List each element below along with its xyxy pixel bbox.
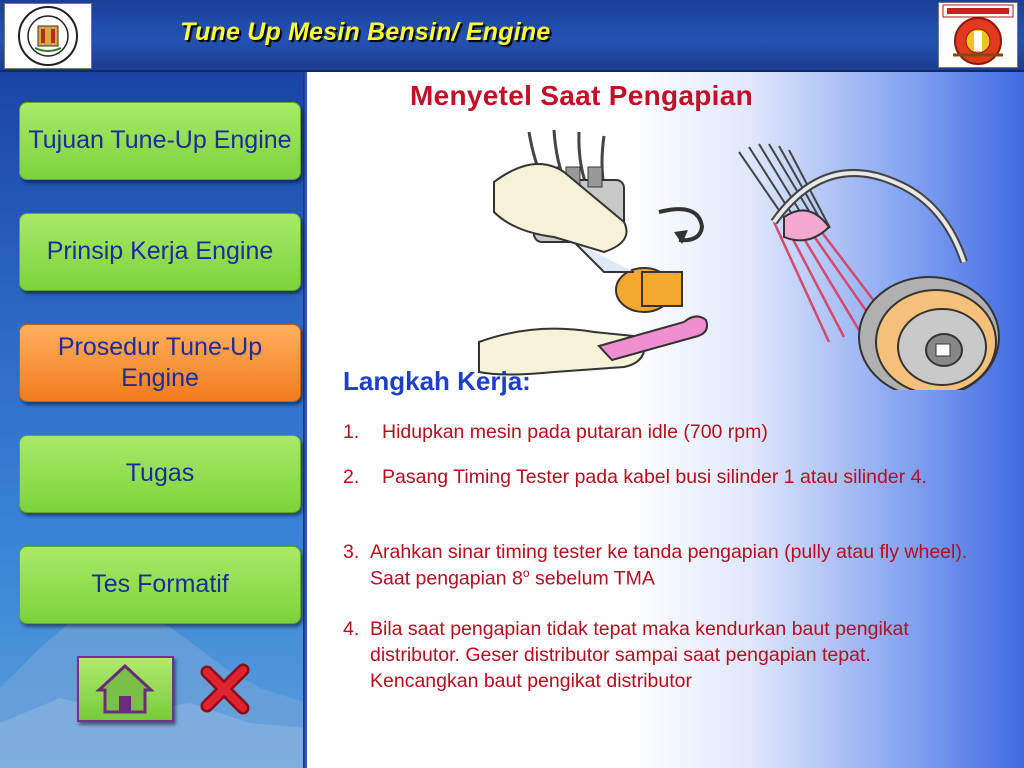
sidebar-item-label: Tujuan Tune-Up Engine xyxy=(28,126,292,155)
step-text: Bila saat pengapian tidak tepat maka kendurkan baut pengikat distributor. Geser distributor sampai saat pengapian tepat. Kencangkan baut pengikat distributor xyxy=(370,618,909,692)
house-icon xyxy=(79,658,172,720)
step-item-2 xyxy=(343,465,988,491)
section-subtitle: Menyetel Saat Pengapian xyxy=(410,80,754,111)
mountain-background xyxy=(0,498,307,768)
step-item-3 xyxy=(343,540,983,592)
page-title: Tune Up Mesin Bensin/ Engine xyxy=(180,18,551,46)
degree-superscript: o xyxy=(522,565,530,580)
sidebar-item-tujuan-tune-up[interactable] xyxy=(19,102,301,180)
step-item-4 xyxy=(343,617,983,695)
step-text: Arahkan sinar timing tester ke tanda pengapian (pully atau fly wheel). Saat pengapian 8 xyxy=(370,541,968,590)
step-text: Hidupkan mesin pada putaran idle (700 rpm) xyxy=(382,421,768,443)
close-button[interactable] xyxy=(197,660,255,718)
step-text-suffix: sebelum TMA xyxy=(529,567,655,590)
school-foundation-logo xyxy=(4,3,92,69)
sidebar-item-label: Prosedur Tune-Up Engine xyxy=(57,332,263,392)
sidebar-item-label: Prinsip Kerja Engine xyxy=(46,237,274,266)
step-number: 1. xyxy=(343,421,360,443)
step-item-1 xyxy=(343,420,983,446)
step-number: 3. xyxy=(343,541,360,563)
sidebar-item-label: Tugas xyxy=(125,459,195,488)
smk-setia-budhi-logo xyxy=(938,2,1018,68)
step-number: 4. xyxy=(343,618,360,640)
sidebar-item-tugas[interactable] xyxy=(19,435,301,513)
sidebar-item-prinsip-kerja[interactable] xyxy=(19,213,301,291)
step-text: Pasang Timing Tester pada kabel busi silinder 1 atau silinder 4. xyxy=(382,466,927,488)
sidebar-item-label: Tes Formatif xyxy=(91,570,229,599)
header-bar xyxy=(0,0,1024,72)
steps-heading: Langkah Kerja: xyxy=(343,366,531,396)
sidebar-item-prosedur-tune-up[interactable] xyxy=(19,324,301,402)
pulley-icon xyxy=(774,173,999,390)
step-number: 2. xyxy=(343,466,360,488)
sidebar-item-tes-formatif[interactable] xyxy=(19,546,301,624)
timing-light-distributor-illustration xyxy=(474,122,1009,390)
close-x-icon xyxy=(197,660,255,718)
home-button[interactable] xyxy=(77,656,174,722)
